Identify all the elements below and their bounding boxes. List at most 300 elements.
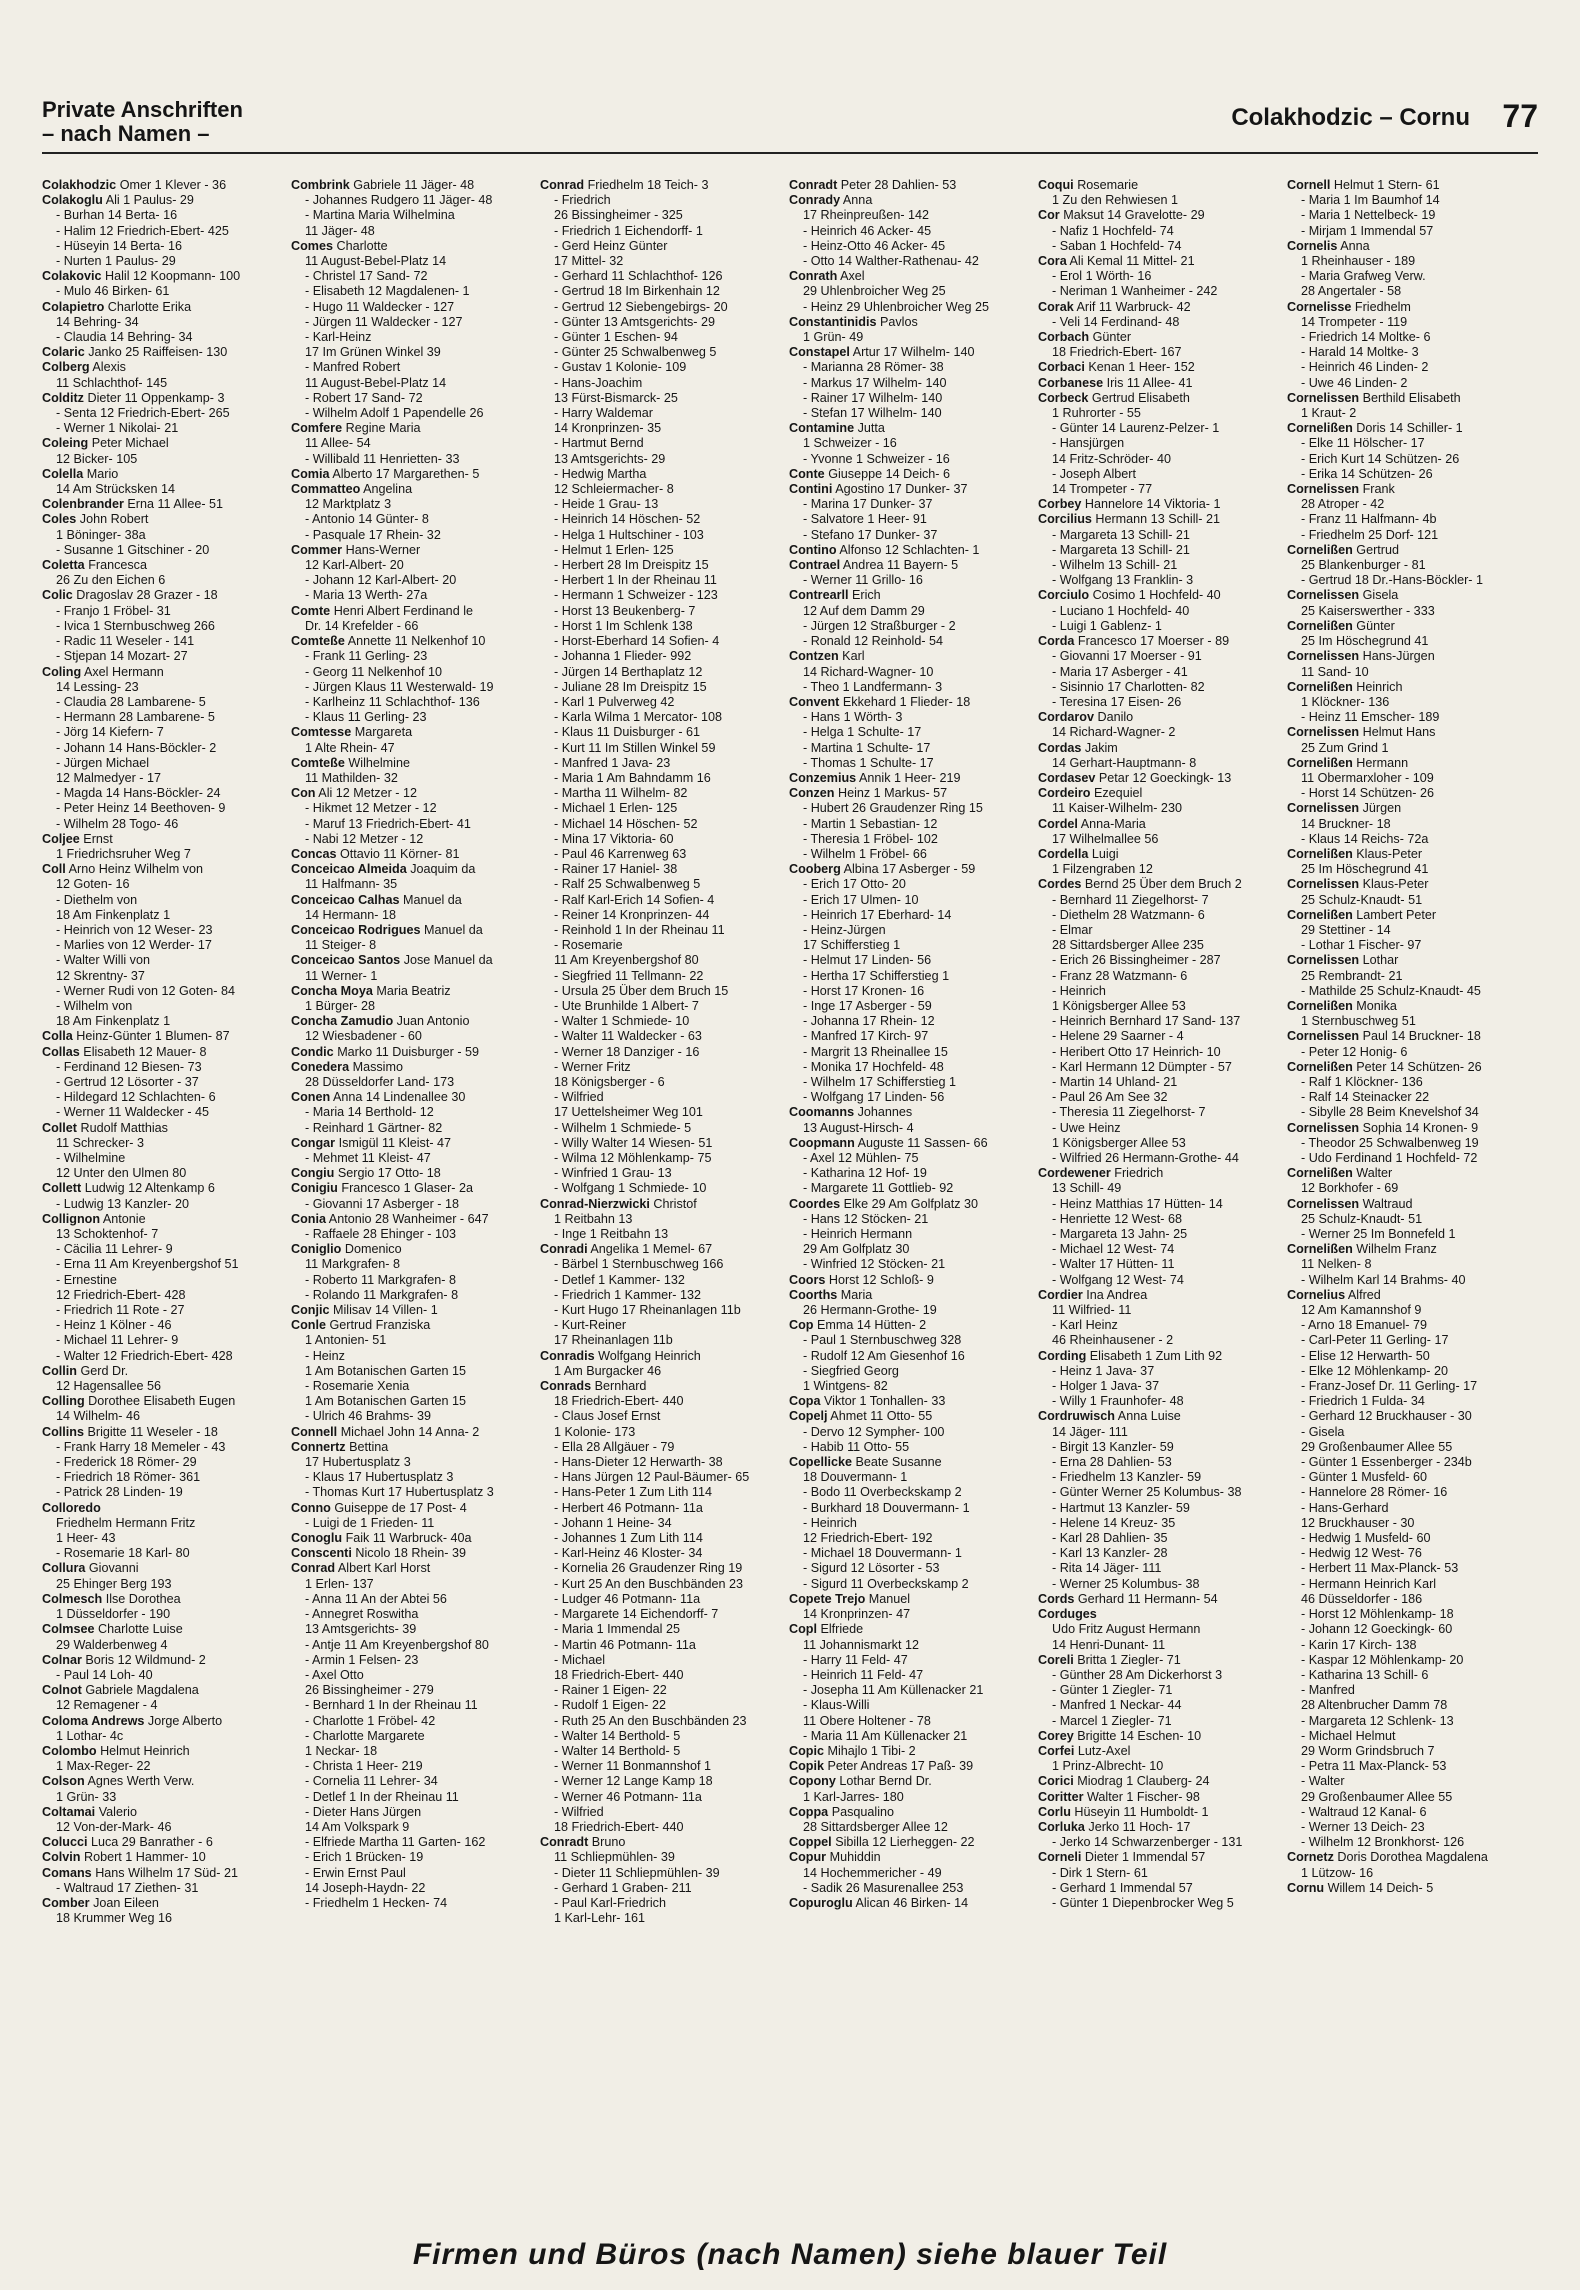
directory-entry [1038,1014,1282,1029]
entry-details: Valerio [98,1804,137,1819]
entry-details: 12 Von-der-Mark- 46 [56,1819,172,1834]
entry-details: 17 Mittel- 32 [554,254,624,269]
entry-details: Mario [86,466,119,481]
entry-details: Annik 1 Heer- 219 [859,770,961,785]
directory-entry [42,239,286,254]
directory-entry [789,1075,1033,1090]
directory-entry [789,801,1033,816]
directory-entry [540,1440,784,1455]
directory-entry [291,1333,535,1348]
directory-entry [42,1546,286,1561]
entry-surname: Colakoglu [42,193,103,208]
entry-details: 28 Angertaler - 58 [1301,284,1402,299]
entry-surname: Cords [1038,1591,1075,1606]
entry-surname: Cornell [1287,178,1331,192]
directory-entry [789,543,1033,558]
directory-entry [1038,1029,1282,1044]
directory-entry [1287,756,1531,771]
directory-entry [789,1714,1033,1729]
entry-details: Luca 29 Banrather - 6 [91,1835,213,1850]
entry-details: 13 August-Hirsch- 4 [803,1120,914,1135]
entry-details: 14 Am Volkspark 9 [305,1819,410,1834]
entry-details: 25 Ehinger Berg 193 [56,1576,172,1591]
entry-details: - Wilfried 26 Hermann-Grothe- 44 [1052,1151,1239,1165]
directory-entry [291,1045,535,1060]
directory-entry [789,1850,1033,1865]
directory-entry [291,1227,535,1242]
directory-entry [42,1181,286,1196]
entry-details: 1 Prinz-Albrecht- 10 [1052,1759,1164,1774]
directory-entry [1287,1774,1531,1789]
directory-entry [42,710,286,725]
entry-details: - Antje 11 Am Kreyenbergshof 80 [305,1637,489,1652]
entry-surname: Coloma Andrews [42,1713,145,1728]
entry-details: - Heinrich 14 Höschen- 52 [554,512,701,527]
directory-entry [291,1121,535,1136]
directory-entry [1287,1546,1531,1561]
directory-entry [291,1790,535,1805]
entry-details: - Werner 11 Waldecker - 45 [56,1105,210,1120]
directory-entry [789,1820,1033,1835]
entry-details: Doris 14 Schiller- 1 [1356,421,1463,436]
entry-surname: Conzemius [789,770,857,785]
entry-details: Antonie [102,1211,146,1226]
page-number: 77 [1502,98,1538,134]
entry-details: Pasqualino [831,1804,895,1819]
entry-details: - Claudia 14 Behring- 34 [56,330,193,345]
entry-details: 18 Friedrich-Ebert- 167 [1052,345,1182,360]
entry-details: - Wolfgang 12 West- 74 [1052,1272,1184,1287]
entry-details: - Luigi 1 Gablenz- 1 [1052,618,1162,633]
entry-surname: Conrad-Nierzwicki [540,1196,650,1211]
directory-entry [1287,1014,1531,1029]
directory-entry [291,1759,535,1774]
directory-entry [1038,938,1282,953]
entry-surname: Comte [291,603,331,618]
directory-entry [291,1455,535,1470]
entry-details: 12 Karl-Albert- 20 [305,558,404,573]
entry-surname: Colucci [42,1835,88,1850]
directory-entry [540,1242,784,1257]
entry-details: - Dieter 11 Schliepmühlen- 39 [554,1865,720,1880]
entry-details: - Paul Karl-Friedrich [554,1895,666,1910]
directory-entry [291,1607,535,1622]
entry-details: Nicolo 18 Rhein- 39 [355,1546,466,1561]
entry-details: Joaquim da [410,862,476,877]
entry-details: - Rita 14 Jäger- 111 [1052,1561,1162,1576]
entry-details: - Ronald 12 Reinhold- 54 [803,634,944,649]
entry-surname: Cornelissen [1287,482,1360,497]
directory-entry [42,1866,286,1881]
entry-surname: Conscenti [291,1546,352,1561]
entry-surname: Colnar [42,1652,82,1667]
entry-surname: Collins [42,1424,84,1439]
entry-details: 1 Max-Reger- 22 [56,1759,151,1774]
directory-entry [540,1714,784,1729]
directory-entry [1287,1592,1531,1607]
entry-details: 13 Fürst-Bismarck- 25 [554,390,678,405]
directory-entry [1038,1440,1282,1455]
directory-entry [1038,406,1282,421]
directory-entry [1038,665,1282,680]
entry-details: - Elfriede Martha 11 Garten- 162 [305,1835,486,1850]
entry-details: 11 Halfmann- 35 [305,877,398,892]
entry-details: Anna 14 Lindenallee 30 [333,1090,466,1105]
directory-entry [540,893,784,908]
entry-details: - Maria 13 Werth- 27a [305,588,428,603]
entry-details: - Rudolf 12 Am Giesenhof 16 [803,1348,965,1363]
entry-surname: Conoglu [291,1531,343,1546]
entry-details: Hans-Werner [345,542,421,557]
directory-entry [42,1501,286,1516]
directory-entry [291,1349,535,1364]
entry-surname: Cor [1038,208,1060,223]
entry-details: - Herbert 28 Im Dreispitz 15 [554,558,709,573]
directory-entry [1038,1060,1282,1075]
directory-entry [1287,847,1531,862]
entry-surname: Congar [291,1135,336,1150]
entry-details: 12 Borkhofer - 69 [1301,1181,1399,1196]
entry-details: 25 Zum Grind 1 [1301,740,1389,755]
directory-entry [291,1516,535,1531]
entry-details: 1 Lützow- 16 [1301,1865,1374,1880]
entry-details: 14 Wilhelm- 46 [56,1409,140,1424]
directory-entry [42,1288,286,1303]
directory-entry [540,224,784,239]
entry-details: Alfonso 12 Schlachten- 1 [839,542,980,557]
entry-details: Paul 14 Bruckner- 18 [1362,1029,1481,1044]
entry-details: 1 Filzengraben 12 [1052,862,1153,877]
directory-entry [291,1318,535,1333]
entry-details: Joan Eileen [93,1895,159,1910]
directory-entry [1038,1531,1282,1546]
directory-entry [789,1607,1033,1622]
directory-entry [291,1136,535,1151]
entry-details: Anna-Maria [1080,816,1146,831]
directory-entry [1287,588,1531,603]
entry-details: Ludwig 12 Altenkamp 6 [84,1181,215,1196]
entry-details: - Theresia 1 Fröbel- 102 [803,831,938,846]
entry-surname: Constantinidis [789,314,877,329]
entry-details: - Heinz-Otto 46 Acker- 45 [803,238,946,253]
directory-entry [1287,862,1531,877]
entry-details: 17 Hubertusplatz 3 [305,1455,411,1470]
entry-surname: Copelj [789,1409,828,1424]
directory-entry [1287,619,1531,634]
directory-column [789,178,1038,2218]
directory-entry [789,938,1033,953]
entry-surname: Cording [1038,1348,1087,1363]
directory-entry [42,604,286,619]
directory-entry [291,1592,535,1607]
entry-surname: Coomanns [789,1105,855,1120]
entry-details: Margareta [354,725,413,740]
directory-entry [291,1881,535,1896]
directory-entry [540,1729,784,1744]
entry-details: Maksut 14 Gravelotte- 29 [1063,208,1205,223]
entry-details: - Diethelm 28 Watzmann- 6 [1052,907,1205,922]
entry-details: - Uwe 46 Linden- 2 [1301,375,1408,390]
entry-details: - Heinrich [1052,983,1106,998]
directory-entry [1287,817,1531,832]
directory-entry [1038,284,1282,299]
directory-entry [789,467,1033,482]
entry-details: Auguste 11 Sassen- 66 [857,1135,988,1150]
entry-details: 14 Behring- 34 [56,314,139,329]
entry-details: - Klaus 17 Hubertusplatz 3 [305,1470,454,1485]
entry-details: - Burhan 14 Berta- 16 [56,208,178,223]
directory-entry [1287,208,1531,223]
entry-details: - Waltraud 17 Ziethen- 31 [56,1880,199,1895]
entry-details: - Roberto 11 Markgrafen- 8 [305,1272,456,1287]
entry-details: - Martin 46 Potmann- 11a [554,1637,696,1652]
directory-entry [540,1911,784,1926]
directory-entry [1038,832,1282,847]
directory-entry [1287,1181,1531,1196]
entry-details: - Dervo 12 Sympher- 100 [803,1424,945,1439]
entry-details: 14 Kronprinzen- 35 [554,421,662,436]
entry-surname: Corbaci [1038,360,1085,375]
directory-entry [1038,817,1282,832]
entry-details: Gertrud Elisabeth [1091,390,1190,405]
entry-details: - Erich Kurt 14 Schützen- 26 [1301,451,1460,466]
directory-entry [1287,938,1531,953]
directory-entry [291,391,535,406]
entry-details: - Georg 11 Nelkenhof 10 [305,664,442,679]
directory-entry [1038,345,1282,360]
entry-details: - Margrit 13 Rheinallee 15 [803,1044,948,1059]
directory-entry [1038,193,1282,208]
entry-details: - Heinrich Hermann [803,1227,913,1242]
directory-entry [42,953,286,968]
directory-entry [1038,1774,1282,1789]
directory-entry [1287,1136,1531,1151]
entry-details: - Hartmut 13 Kanzler- 59 [1052,1500,1190,1515]
directory-entry [540,1881,784,1896]
entry-details: - Frank Harry 18 Memeler - 43 [56,1439,226,1454]
directory-entry [540,573,784,588]
entry-surname: Colakovic [42,269,102,284]
entry-details: - Helmut 17 Linden- 56 [803,953,932,968]
entry-surname: Cornu [1287,1880,1325,1895]
entry-surname: Cornelissen [1287,1196,1360,1211]
directory-entry [540,330,784,345]
entry-details: 29 Stettiner - 14 [1301,922,1391,937]
directory-entry [1287,1075,1531,1090]
directory-entry [1287,1257,1531,1272]
entry-details: Friedrich [1114,1166,1164,1181]
entry-surname: Comia [291,466,330,481]
directory-entry [42,1364,286,1379]
entry-details: 12 Remagener - 4 [56,1698,158,1713]
directory-entry [42,1136,286,1151]
entry-details: 11 Steiger- 8 [305,938,377,953]
entry-details: - Mulo 46 Birken- 61 [56,284,170,299]
directory-entry [789,1638,1033,1653]
directory-entry [291,1638,535,1653]
directory-entry [42,1455,286,1470]
directory-entry [1287,376,1531,391]
directory-entry [1287,1638,1531,1653]
entry-details: 12 Marktplatz 3 [305,497,392,512]
directory-entry [540,832,784,847]
directory-entry [42,330,286,345]
entry-details: - Rosemarie Xenia [305,1379,410,1394]
footer-note: Firmen und Büros (nach Namen) siehe blauer Teil [412,2238,1168,2271]
directory-entry [291,604,535,619]
directory-entry [540,1379,784,1394]
entry-details: 17 Im Grünen Winkel 39 [305,345,441,360]
entry-details: 12 Auf dem Damm 29 [803,603,925,618]
entry-details: - Bernhard 1 In der Rheinau 11 [305,1698,478,1713]
entry-details: - Martha 11 Wilhelm- 82 [554,786,688,801]
entry-surname: Colic [42,588,73,603]
directory-entry [42,695,286,710]
entry-details: Dorothee Elisabeth Eugen [88,1394,236,1409]
entry-details: 26 Zu den Eichen 6 [56,573,166,588]
section-title [42,98,243,146]
entry-surname: Copik [789,1759,824,1774]
entry-details: - Bernhard 11 Ziegelhorst- 7 [1052,892,1209,907]
entry-details: - Christel 17 Sand- 72 [305,269,428,284]
directory-entry [540,1683,784,1698]
directory-entry [42,801,286,816]
entry-details: - Horst 13 Beukenberg- 7 [554,603,696,618]
directory-entry [42,497,286,512]
entry-surname: Conradis [540,1348,595,1363]
entry-details: 1 Neckar- 18 [305,1743,378,1758]
directory-entry [291,1805,535,1820]
entry-details: - Uwe Heinz [1052,1120,1121,1135]
directory-entry [291,588,535,603]
entry-surname: Cornelißen [1287,998,1353,1013]
entry-surname: Colvin [42,1850,81,1865]
entry-details: Elisabeth 1 Zum Lith 92 [1089,1348,1223,1363]
directory-entry [291,1546,535,1561]
directory-entry [1287,908,1531,923]
entry-details: - Willy Walter 14 Wiesen- 51 [554,1135,713,1150]
entry-details: Wolfgang Heinrich [598,1348,701,1363]
directory-entry [1038,330,1282,345]
directory-entry [42,360,286,375]
entry-details: - Frederick 18 Römer- 29 [56,1455,197,1470]
entry-details: - Nurten 1 Paulus- 29 [56,254,176,269]
entry-details: Ottavio 11 Körner- 81 [340,846,460,861]
directory-entry [42,680,286,695]
directory-entry [291,741,535,756]
entry-surname: Collura [42,1561,86,1576]
entry-details: 18 Friedrich-Ebert- 440 [554,1819,684,1834]
entry-surname: Cornelius [1287,1287,1346,1302]
entry-details: 1 Düsseldorfer - 190 [56,1607,171,1622]
directory-entry [789,741,1033,756]
entry-surname: Coritter [1038,1789,1084,1804]
entry-surname: Corluka [1038,1819,1085,1834]
entry-details: Klaus-Peter [1362,877,1429,892]
entry-details: - Hildegard 12 Schlachten- 6 [56,1090,216,1105]
entry-details: - Maruf 13 Friedrich-Ebert- 41 [305,816,471,831]
entry-details: - Johann 12 Goeckingk- 60 [1301,1622,1453,1637]
directory-entry [42,543,286,558]
entry-details: Friedhelm 18 Teich- 3 [587,178,709,192]
entry-surname: Constapel [789,345,850,360]
directory-entry [1287,1729,1531,1744]
entry-details: 18 Am Finkenplatz 1 [56,907,171,922]
entry-details: Iris 11 Allee- 41 [1106,375,1193,390]
directory-entry [1038,1683,1282,1698]
directory-entry [1038,984,1282,999]
directory-entry [540,178,784,193]
directory-entry [42,391,286,406]
entry-details: Regine Maria [345,421,421,436]
entry-details: - Giovanni 17 Asberger - 18 [305,1196,460,1211]
directory-entry [1038,771,1282,786]
entry-surname: Colling [42,1394,85,1409]
entry-surname: Corbeck [1038,390,1089,405]
entry-details: 26 Hermann-Grothe- 19 [803,1303,937,1318]
entry-surname: Cordella [1038,846,1089,861]
directory-entry [1287,528,1531,543]
entry-surname: Copony [789,1774,836,1789]
section-title-line1: Private Anschriften [42,97,243,122]
directory-entry [1038,847,1282,862]
entry-details: - Erol 1 Wörth- 16 [1052,269,1152,284]
entry-surname: Cordruwisch [1038,1409,1115,1424]
entry-details: - Franz 28 Watzmann- 6 [1052,968,1188,983]
directory-entry [1038,1349,1282,1364]
entry-details: Jürgen [1362,801,1402,816]
entry-details: - Michael Helmut [1301,1728,1396,1743]
entry-surname: Commer [291,542,343,557]
directory-entry [1038,421,1282,436]
entry-details: Erich [851,588,881,603]
entry-details: Heinz 1 Markus- 57 [837,786,948,801]
entry-details: - Heinz-Jürgen [803,922,886,937]
directory-entry [1287,1105,1531,1120]
directory-entry [1287,1197,1531,1212]
entry-details: - Sigurd 11 Overbeckskamp 2 [803,1576,969,1591]
entry-surname: Corlu [1038,1804,1071,1819]
entry-surname: Contamine [789,421,855,436]
directory-entry [291,862,535,877]
entry-details: 11 Sand- 10 [1301,664,1369,679]
entry-details: Lothar Bernd Dr. [839,1774,932,1789]
entry-details: - Michael 1 Erlen- 125 [554,801,678,816]
directory-entry [1287,1333,1531,1348]
directory-entry [540,1303,784,1318]
entry-details: - Karl 28 Dahlien- 35 [1052,1531,1168,1546]
entry-details: - Jürgen 11 Waldecker - 127 [305,314,463,329]
directory-entry [1287,771,1531,786]
directory-entry [1038,680,1282,695]
entry-details: - Rainer 1 Eigen- 22 [554,1683,667,1698]
directory-entry [1287,710,1531,725]
entry-surname: Cooberg [789,862,841,877]
directory-entry [42,756,286,771]
entry-surname: Coppa [789,1804,829,1819]
entry-details: 28 Sittardsberger Allee 12 [803,1819,948,1834]
directory-entry [1038,269,1282,284]
entry-surname: Collignon [42,1211,101,1226]
entry-surname: Conjic [291,1303,330,1318]
directory-entry [1038,1501,1282,1516]
directory-entry [1287,1121,1531,1136]
entry-details: Ahmet 11 Otto- 55 [830,1409,933,1424]
entry-details: Dieter 11 Oppenkamp- 3 [87,390,225,405]
directory-entry [291,1440,535,1455]
entry-details: - Wilhelm von [56,998,133,1013]
directory-entry [1038,528,1282,543]
